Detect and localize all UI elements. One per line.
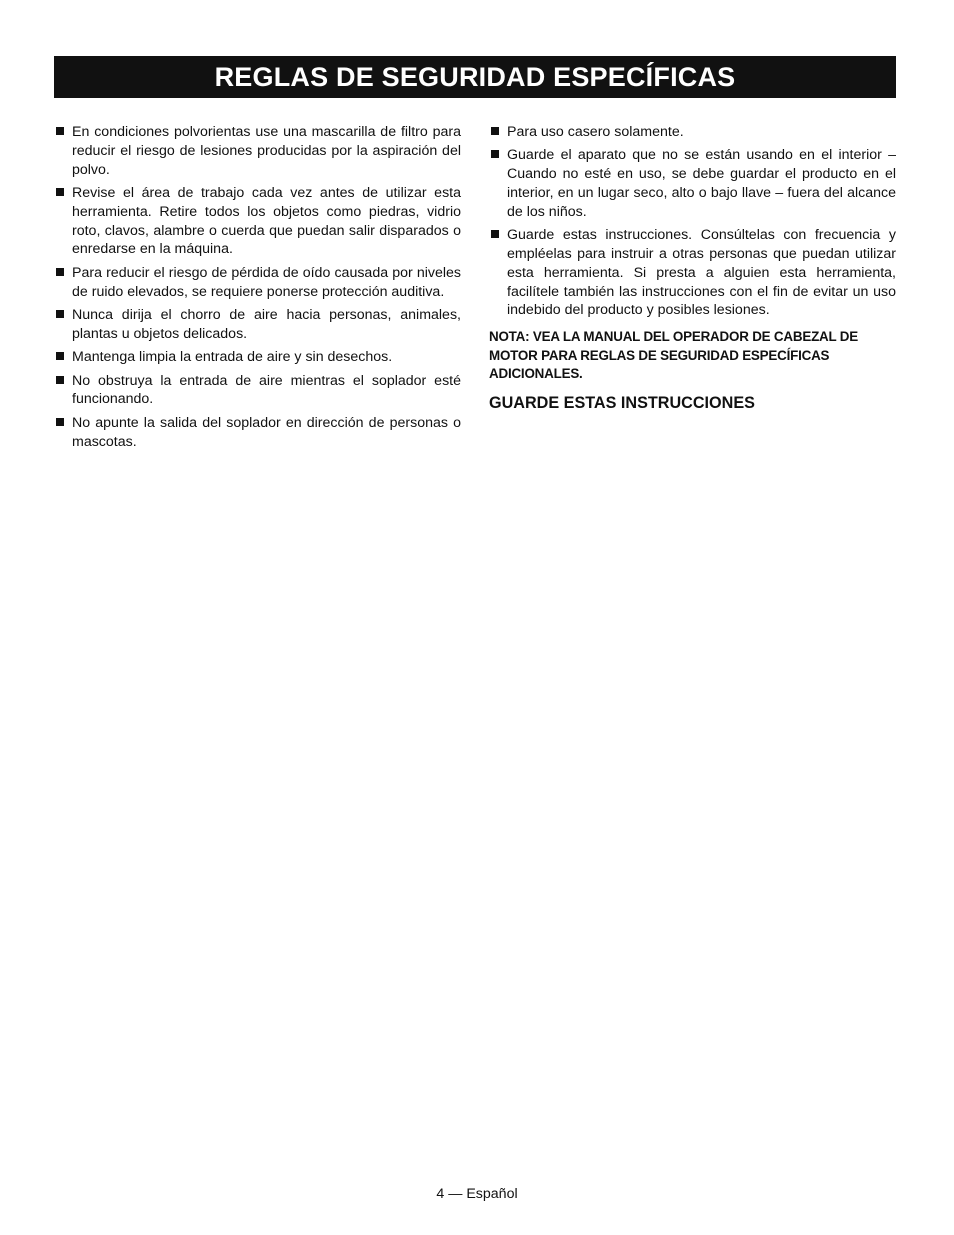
safety-rules-list-right xyxy=(489,123,896,320)
list-item: No obstruya la entrada de aire mientras el soplador esté funcionando. xyxy=(54,372,461,410)
square-bullet-icon xyxy=(56,188,64,196)
right-column xyxy=(489,123,896,413)
square-bullet-icon xyxy=(491,230,499,238)
left-column xyxy=(54,123,461,456)
list-item: Guarde el aparato que no se están usando en el interior – Cuando no esté en uso, se debe guardar el producto en el interior, en un lugar seco, alto o bajo llave – fuera del alcance de los niños. xyxy=(489,146,896,221)
list-item: Guarde estas instrucciones. Consúltelas con frecuencia y empléelas para instruir a otras personas que puedan utilizar esta herramienta. Si presta a alguien esta herramienta, facilítele también las instrucciones con el fin de evitar un uso indebido del producto y posibles lesiones. xyxy=(489,226,896,320)
list-item: Nunca dirija el chorro de aire hacia personas, animales, plantas u objetos delicados. xyxy=(54,306,461,344)
square-bullet-icon xyxy=(491,127,499,135)
square-bullet-icon xyxy=(56,352,64,360)
list-item: Para uso casero solamente. xyxy=(489,123,896,142)
list-item: Para reducir el riesgo de pérdida de oído causada por niveles de ruido elevados, se requiere ponerse protección auditiva. xyxy=(54,264,461,302)
square-bullet-icon xyxy=(56,310,64,318)
save-instructions-heading: GUARDE ESTAS INSTRUCCIONES xyxy=(489,394,755,413)
list-item: Mantenga limpia la entrada de aire y sin desechos. xyxy=(54,348,461,367)
square-bullet-icon xyxy=(491,150,499,158)
square-bullet-icon xyxy=(56,127,64,135)
safety-rules-list-left xyxy=(54,123,461,451)
square-bullet-icon xyxy=(56,418,64,426)
square-bullet-icon xyxy=(56,376,64,384)
list-item: No apunte la salida del soplador en dirección de personas o mascotas. xyxy=(54,414,461,452)
title-bar xyxy=(54,56,896,98)
page-title: REGLAS DE SEGURIDAD ESPECÍFICAS xyxy=(214,61,736,92)
list-item: En condiciones polvorientas use una mascarilla de filtro para reducir el riesgo de lesiones producidas por la aspiración del polvo. xyxy=(54,123,461,179)
square-bullet-icon xyxy=(56,268,64,276)
page-footer: 4 — Español xyxy=(436,1186,518,1202)
operator-manual-note: NOTA: VEA LA MANUAL DEL OPERADOR DE CABEZAL DE MOTOR PARA REGLAS DE SEGURIDAD ESPECÍFICAS ADICIONALES. xyxy=(489,329,858,381)
list-item: Revise el área de trabajo cada vez antes de utilizar esta herramienta. Retire todos los objetos como piedras, vidrio roto, clavos, alambre o cuerda que puedan salir disparados o enredarse en la máquina. xyxy=(54,184,461,259)
